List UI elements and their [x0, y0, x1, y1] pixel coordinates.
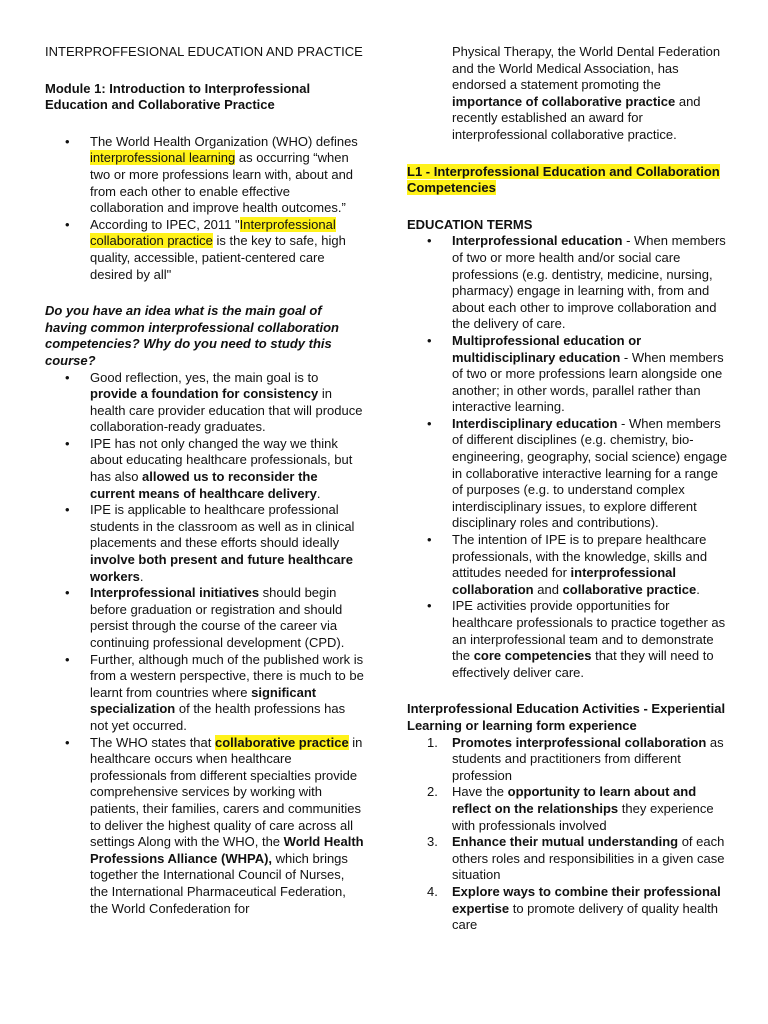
list-item: • The WHO states that collaborative practice in healthcare occurs when healthcare professionals from different specialties provide comprehensive services by working with patients, their families, carers and communities to deliver the highest quality of care across all settings Along with the WHO, the World Health Professions Alliance (WHPA), which brings together the International Council of Nurses, the International Pharmaceutical Federation, the World Confederation for — [45, 735, 365, 918]
answer-list — [45, 370, 365, 918]
list-item: 2. Have the opportunity to learn about and reflect on the relationships they experience with professionals involved — [427, 784, 714, 833]
list-item: • IPE activities provide opportunities for healthcare professionals to practice together as an interprofessional team and to demonstrate the core competencies that they will need to effectively deliver care. — [407, 598, 732, 681]
document-title: INTERPROFFESIONAL EDUCATION AND PRACTICE — [45, 44, 363, 59]
list-item: • Multiprofessional education or multidisciplinary education - When members of two or more professions learn alongside one another; in other words, parallel rather than interactive learning. — [407, 333, 732, 416]
terms-list — [407, 233, 732, 681]
list-item: • Interprofessional education - When members of two or more health and/or social care professions (e.g. dentistry, medicine, nursing, pharmacy) engage in learning with, from and about each other to improve collaboration and the delivery of care. — [407, 233, 732, 333]
education-terms-heading: EDUCATION TERMS — [407, 216, 533, 232]
highlight: collaborative practice — [215, 734, 349, 750]
list-item: • The intention of IPE is to prepare healthcare professionals, with the knowledge, skills and attitudes needed for interprofessional collaboration and collaborative practice. — [407, 532, 732, 598]
list-item: 3. Enhance their mutual understanding of each others roles and responsibilities in a given case situation — [427, 834, 725, 883]
list-item: • Interprofessional initiatives should begin before graduation or registration and should persist through the course of the career via continuing professional development (CPD). — [45, 585, 365, 651]
highlight: interprofessional learning — [90, 150, 236, 166]
right-column — [407, 44, 732, 934]
list-item: • IPE is applicable to healthcare professional students in the classroom as well as in clinical placements and these efforts should ideally involve both present and future healthcare workers. — [45, 502, 365, 585]
intro-list — [45, 134, 365, 283]
list-item: • The World Health Organization (WHO) defines interprofessional learning as occurring “when two or more professions learn with, about and from each other to enable effective collaboration and improve health outcomes.” — [45, 134, 365, 217]
activities-heading: Interprofessional Education Activities - Experiential Learning or learning form experience — [407, 701, 726, 733]
activities-list — [407, 735, 732, 934]
list-item: • Good reflection, yes, the main goal is to provide a foundation for consistency in health care provider education that will produce collaboration-ready graduates. — [45, 370, 365, 436]
list-item: 1. Promotes interprofessional collaboration as students and practitioners from different profession — [427, 734, 724, 783]
list-item: 4. Explore ways to combine their professional expertise to promote delivery of quality health care — [427, 883, 721, 933]
list-item: • Further, although much of the published work is from a western perspective, there is much to be learnt from countries where significant specialization of the health professions has not yet occurred. — [45, 652, 365, 735]
list-item: • Interdisciplinary education - When members of different disciplines (e.g. chemistry, bio-engineering, geography, social science) engage in collaborative interactive learning for a range of purposes (e.g. to understand complex interdisciplinary issues, to explore different disciplinary roles and contributions). — [407, 416, 732, 532]
list-item: • IPE has not only changed the way we think about educating healthcare professionals, but has also allowed us to reconsider the current means of healthcare delivery. — [45, 436, 365, 502]
highlight: Interprofessional collaboration practice — [90, 216, 336, 249]
l1-heading: L1 - Interprofessional Education and Collaboration Competencies — [407, 163, 720, 196]
continued-paragraph: Physical Therapy, the World Dental Federation and the World Medical Association, has endorsed a statement promoting the importance of collaborative practice and recently established an award for interprofessional collaborative practice. — [452, 44, 721, 142]
list-item: • According to IPEC, 2011 "Interprofessional collaboration practice is the key to safe, high quality, accessible, patient-centered care desired by all" — [45, 217, 365, 283]
module-heading: Module 1: Introduction to Interprofessional Education and Collaborative Practice — [45, 80, 311, 113]
left-column — [45, 44, 365, 917]
question-heading: Do you have an idea what is the main goal of having common interprofessional collaboration competencies? Why do you need to study this course? — [45, 303, 339, 368]
